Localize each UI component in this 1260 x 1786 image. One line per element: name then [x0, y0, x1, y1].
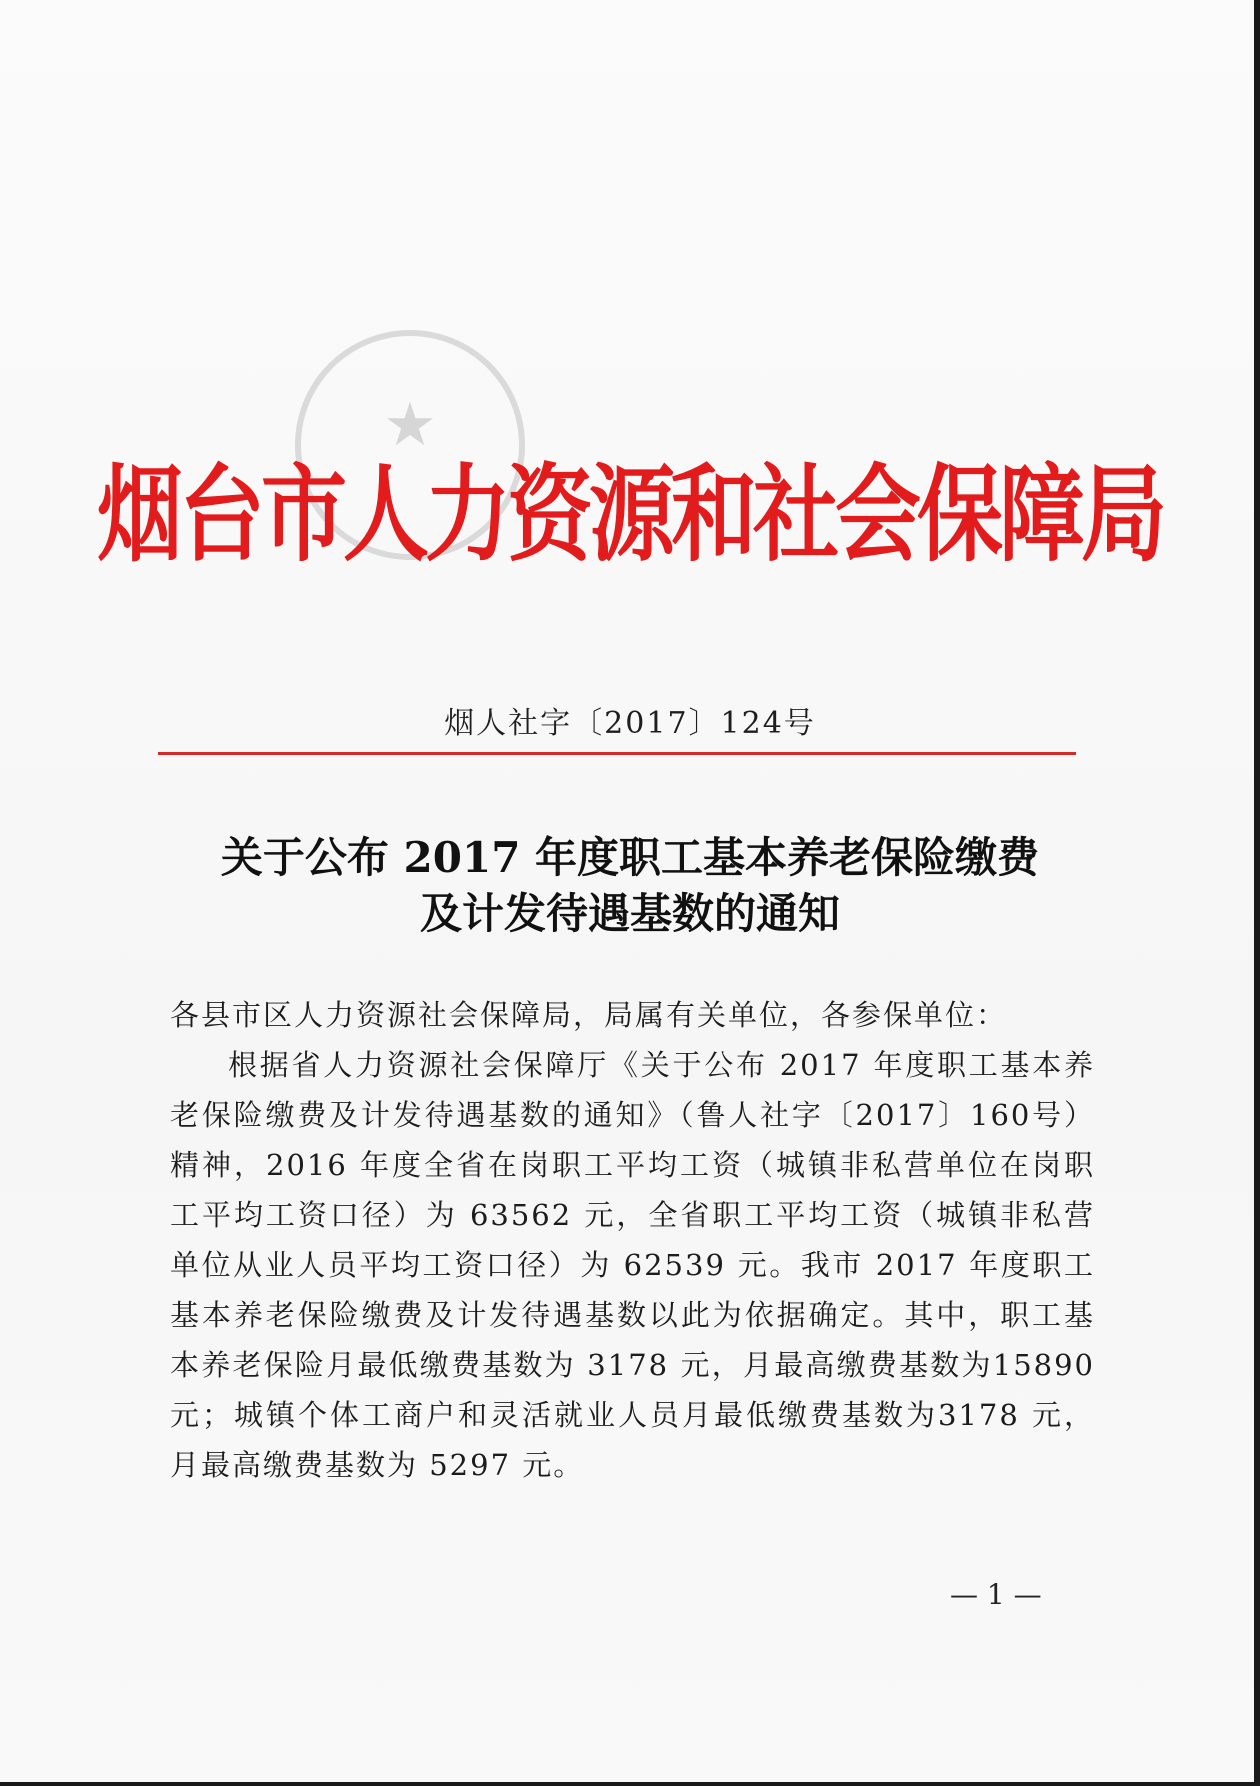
body-paragraph: 根据省人力资源社会保障厅《关于公布 2017 年度职工基本养老保险缴费及计发待遇基数的通知》（鲁人社字〔2017〕160号）精神，2016 年度全省在岗职工平均工资（城镇非私营单位在岗职工平均工资口径）为 63562 元，全省职工平均工资（城镇非私营单位从业人员平均工资口径）为 62539 元。我市 2017 年度职工基本养老保险缴费及计发待遇基数以此为依据确定。其中，职工基本养老保险月最低缴费基数为 3178 元，月最高缴费基数为15890 元；城镇个体工商户和灵活就业人员月最低缴费基数为3178 元，月最高缴费基数为 5297 元。 [170, 1048, 1095, 1482]
salutation: 各县市区人力资源社会保障局，局属有关单位，各参保单位： [170, 998, 1008, 1032]
seal-star-icon: ★ [383, 390, 437, 460]
title-line-2: 及计发待遇基数的通知 [419, 889, 840, 938]
document-body [170, 990, 1095, 1490]
issuing-organization-header: 烟台市人力资源和社会保障局 [97, 454, 1163, 577]
red-divider-line [158, 752, 1076, 755]
title-line-1: 关于公布 2017 年度职工基本养老保险缴费 [220, 833, 1040, 882]
document-title [0, 830, 1260, 942]
document-number: 烟人社字〔2017〕124号 [444, 706, 816, 741]
page-number: — 1 — [950, 1578, 1042, 1611]
